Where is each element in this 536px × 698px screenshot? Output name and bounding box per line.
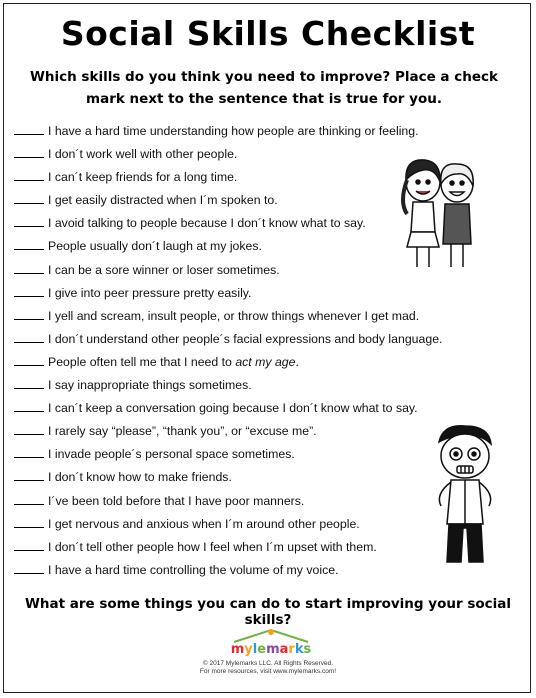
checklist-item-text: I yell and scream, insult people, or throw things whenever I get mad. bbox=[48, 308, 420, 323]
checklist-item-emphasis: act my age bbox=[235, 354, 296, 369]
nervous-boy-illustration bbox=[425, 424, 505, 566]
checklist-item-text: I have a hard time understanding how people are thinking or feeling. bbox=[48, 124, 419, 138]
copyright-text: © 2017 Mylemarks LLC. All Rights Reserved. bbox=[202, 660, 334, 667]
checklist-item-text: I can´t keep a conversation going because I don´t know what to say. bbox=[48, 401, 418, 416]
check-blank[interactable] bbox=[14, 194, 44, 204]
instructions: Which skills do you think you need to improve? Place a check mark next to the sentence that is true for you. bbox=[29, 69, 498, 107]
check-blank[interactable] bbox=[14, 333, 44, 343]
checklist-item-text: I can´t keep friends for a long time. bbox=[48, 170, 238, 185]
check-blank[interactable] bbox=[14, 564, 44, 574]
check-blank[interactable] bbox=[14, 495, 44, 505]
checklist-item-text: I rarely say “please”, “thank you”, or “excuse me”. bbox=[48, 424, 317, 439]
checklist-item-text: I don´t understand other people´s facial expressions and body language. bbox=[48, 331, 443, 346]
check-blank[interactable] bbox=[14, 264, 44, 274]
svg-text:mylemarks: mylemarks bbox=[230, 642, 312, 656]
check-blank[interactable] bbox=[14, 448, 44, 458]
checklist-item-text: I´ve been told before that I have poor manners. bbox=[48, 493, 305, 508]
checklist-item-text: I give into peer pressure pretty easily. bbox=[48, 285, 252, 300]
checklist-item-text: I have a hard time controlling the volume of my voice. bbox=[48, 562, 339, 577]
checklist-item bbox=[14, 466, 494, 489]
checklist-item-text: I don´t know how to make friends. bbox=[48, 470, 232, 485]
girls-illustration bbox=[395, 152, 485, 272]
check-blank[interactable] bbox=[14, 125, 44, 135]
checklist-item-text: I don´t work well with other people. bbox=[48, 147, 238, 162]
checklist-item-text: People usually don´t laugh at my jokes. bbox=[48, 239, 262, 254]
check-blank[interactable] bbox=[14, 148, 44, 158]
check-blank[interactable] bbox=[14, 171, 44, 181]
resources-link-text: For more resources, visit www.mylemarks.com! bbox=[199, 668, 337, 675]
checklist-item bbox=[14, 443, 494, 466]
check-blank[interactable] bbox=[14, 356, 44, 366]
check-blank[interactable] bbox=[14, 541, 44, 551]
checklist-item-text: I say inappropriate things sometimes. bbox=[48, 378, 252, 393]
checklist-item bbox=[14, 374, 494, 397]
checklist-item-text: I can be a sore winner or loser sometimes. bbox=[48, 262, 280, 277]
checklist-item bbox=[14, 120, 494, 143]
checklist-item bbox=[14, 328, 494, 351]
checklist-item bbox=[14, 559, 494, 582]
worksheet-title: Social Skills Checklist bbox=[60, 14, 476, 53]
check-blank[interactable] bbox=[14, 425, 44, 435]
check-blank[interactable] bbox=[14, 518, 44, 528]
checklist-item bbox=[14, 397, 494, 420]
checklist-item bbox=[14, 351, 494, 374]
check-blank[interactable] bbox=[14, 379, 44, 389]
check-blank[interactable] bbox=[14, 471, 44, 481]
checklist-item bbox=[14, 282, 494, 305]
checklist-item bbox=[14, 536, 494, 559]
checklist-item bbox=[14, 513, 494, 536]
check-blank[interactable] bbox=[14, 402, 44, 412]
checklist-item bbox=[14, 305, 494, 328]
check-blank[interactable] bbox=[14, 217, 44, 227]
checklist-item-text: I avoid talking to people because I don´t know what to say. bbox=[48, 216, 366, 231]
check-blank[interactable] bbox=[14, 287, 44, 297]
mylemarks-logo bbox=[226, 626, 316, 656]
checklist-item bbox=[14, 490, 494, 513]
check-blank[interactable] bbox=[14, 310, 44, 320]
checklist-item-text: I get nervous and anxious when I´m around other people. bbox=[48, 516, 360, 531]
checklist-item-text-end: . bbox=[295, 354, 299, 369]
checklist-item-text: I get easily distracted when I´m spoken to. bbox=[48, 193, 278, 208]
check-blank[interactable] bbox=[14, 240, 44, 250]
checklist-item bbox=[14, 420, 494, 443]
reflection-question: What are some things you can do to start improving your social skills? bbox=[24, 596, 512, 628]
checklist-item-text: I invade people´s personal space sometimes. bbox=[48, 447, 295, 462]
checklist-item-text: People often tell me that I need to bbox=[48, 354, 236, 369]
checklist-item-text: I don´t tell other people how I feel when I´m upset with them. bbox=[48, 539, 377, 554]
